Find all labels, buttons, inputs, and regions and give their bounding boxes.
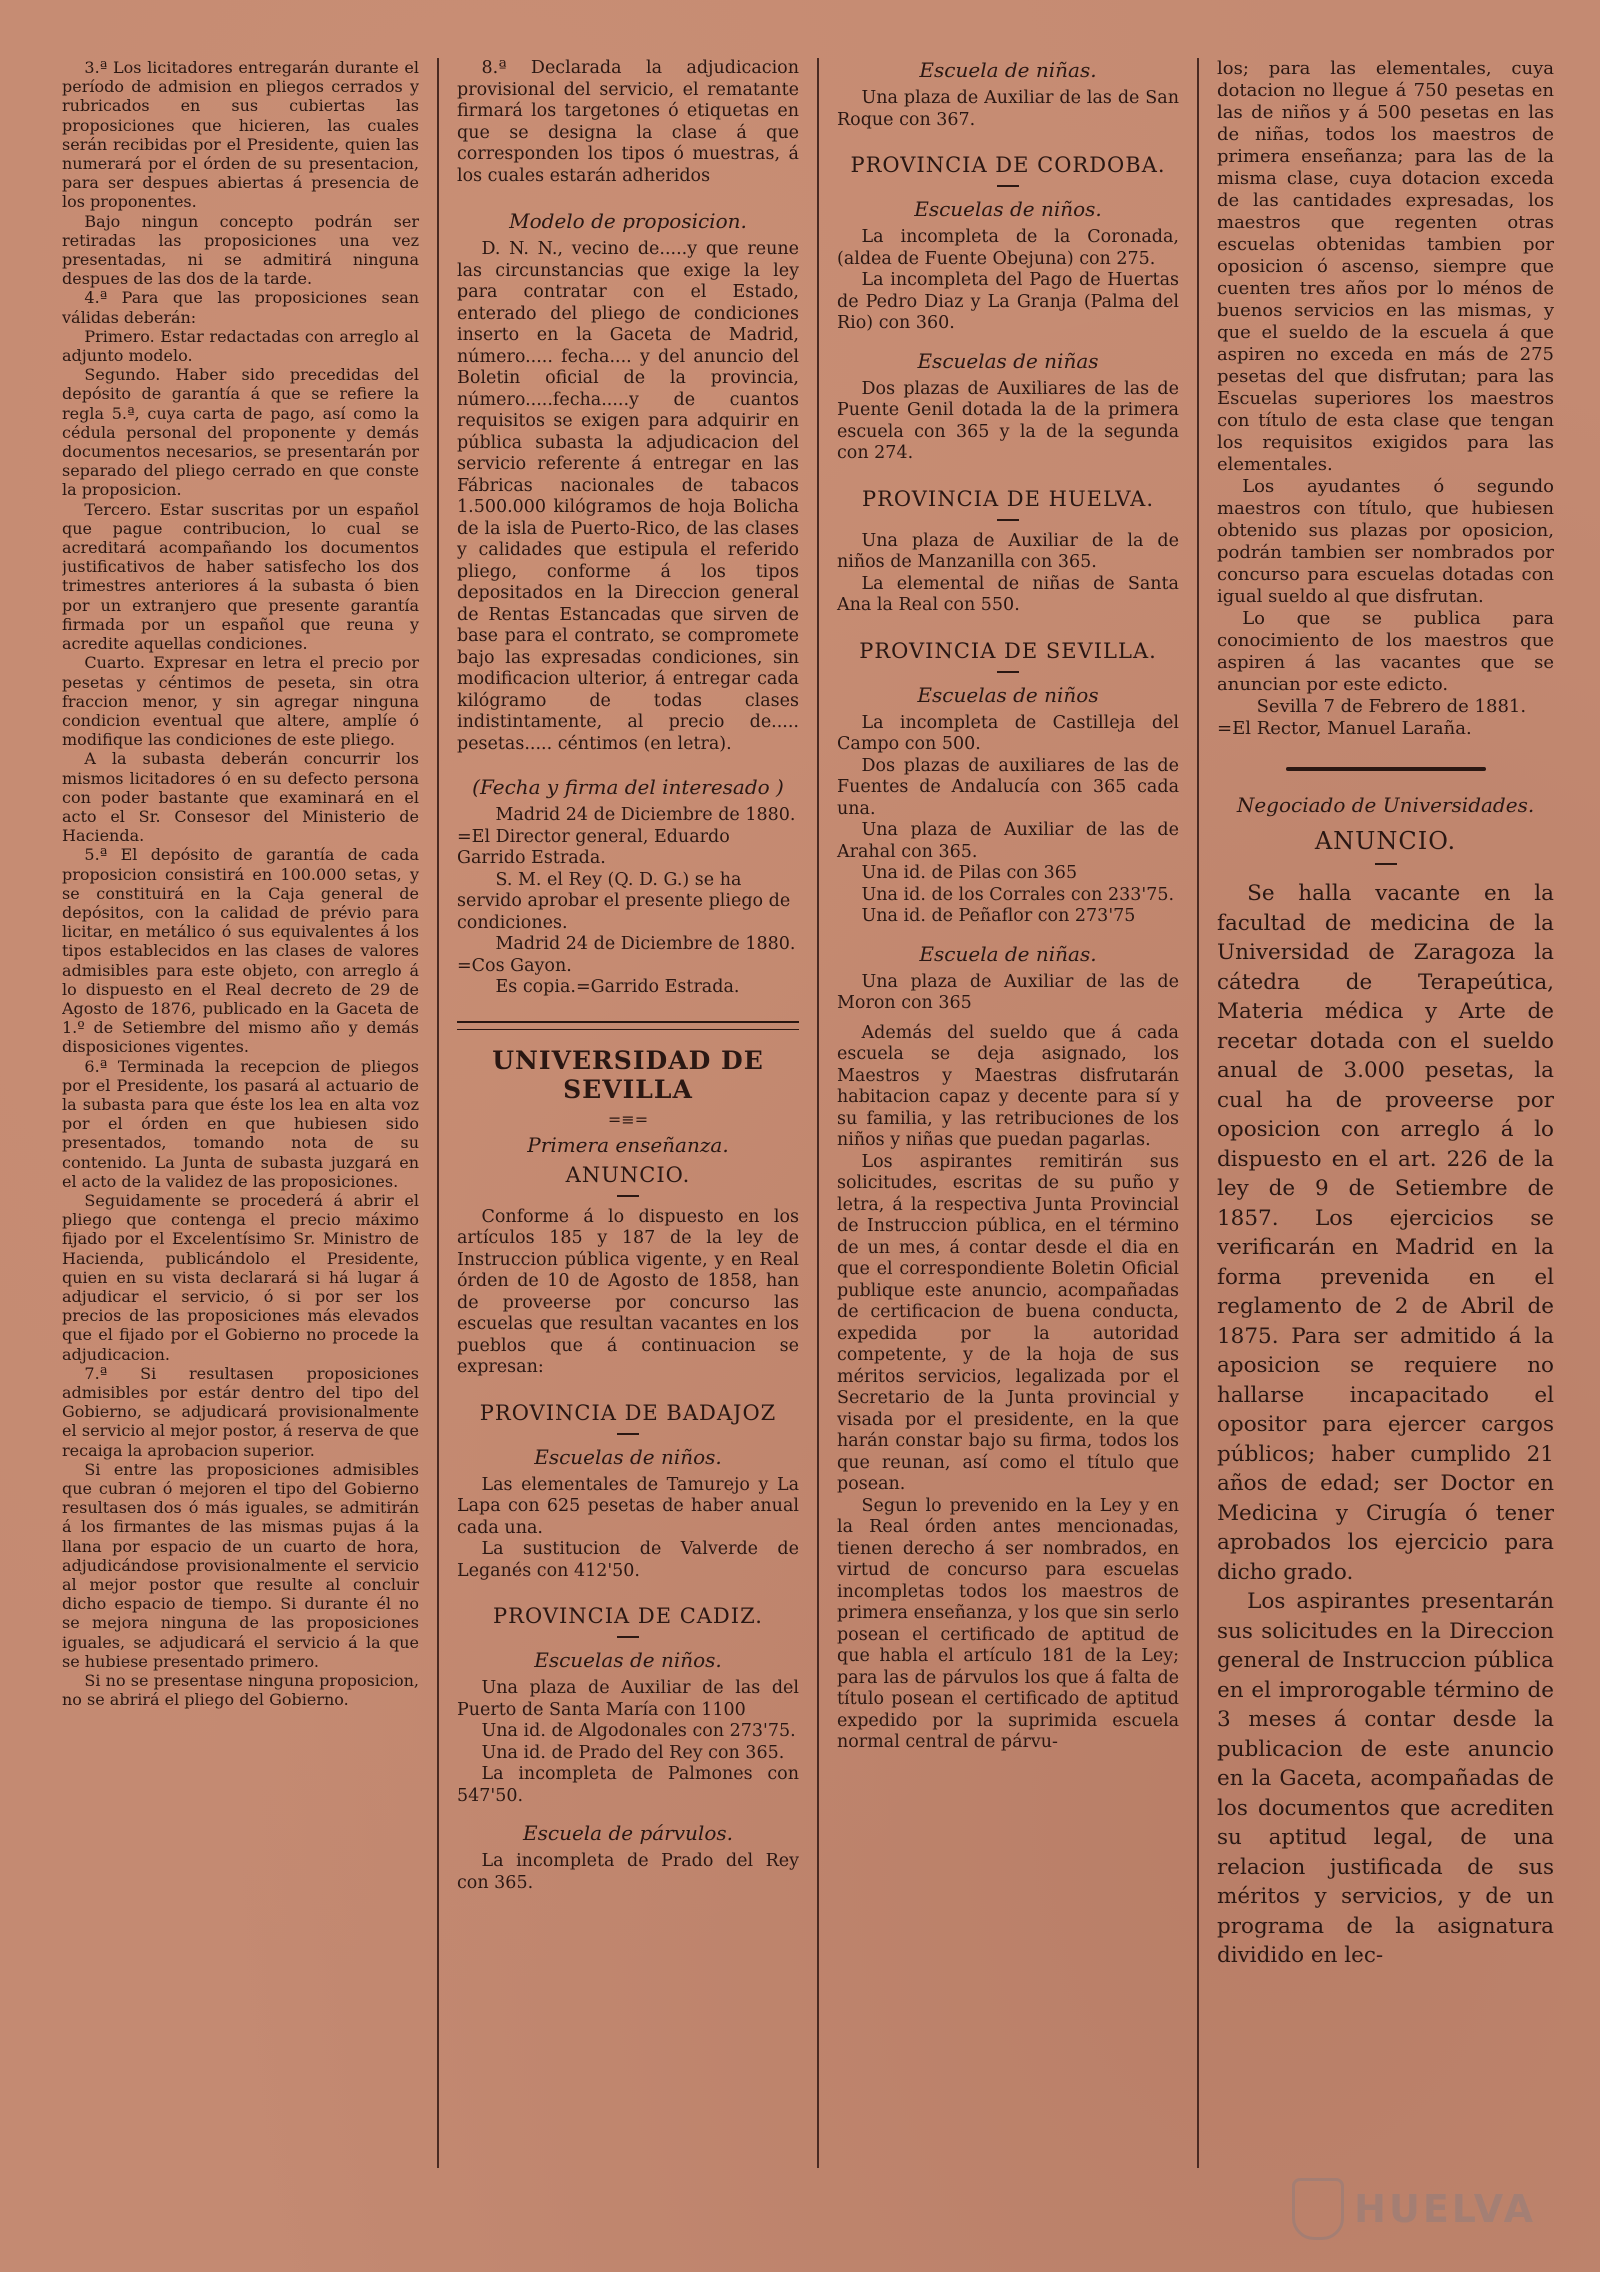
dash-divider — [617, 1636, 639, 1638]
ornament: =≡= — [607, 1109, 649, 1129]
paragraph: 3.ª Los licitadores entregarán durante el período de admision en pliegos cerrados y rubricados en sus cubiertas las proposiciones que hicieren, las cuales serán recibidas por el Presidente, quien las numerará por el órden de su presentacion, para ser despues abiertas á presencia de los proponentes. — [62, 58, 419, 212]
signature-line: Madrid 24 de Diciembre de 1880. =El Director general, Eduardo Garrido Estrada. — [457, 805, 796, 868]
listing: La incompleta de la Coronada, (aldea de Fuente Obejuna) con 275. — [837, 227, 1179, 269]
listing: Una id. de Peñaflor con 273'75 — [861, 906, 1136, 926]
school-type: Escuelas de niños. — [534, 1444, 722, 1469]
listing: La elemental de niñas de Santa Ana la Real con 550. — [837, 573, 1179, 615]
listing: Una plaza de Auxiliar de las de Arahal con 365. — [837, 820, 1179, 862]
listing: Una plaza de Auxiliar de la de niños de Manzanilla con 365. — [837, 530, 1179, 572]
ornament-divider — [1217, 756, 1554, 775]
paragraph: Los aspirantes remitirán sus solicitudes, escritas de su puño y letra, á la respectiva Junta Provincial de Instruccion pública, en el término de un mes, á contar desde el dia en que el correspondiente Boletin Oficial publique este anuncio, acompañadas de certificacion de buena conducta, expedida por la autoridad competente, y de la hoja de sus méritos servicios, legalizada por el Secretario de la Junta provincial y visada por el presidente, en la que harán constar bajo su firma, todos los que reunan, así como el título que posean. — [837, 1151, 1179, 1494]
paragraph: 4.ª Para que las proposiciones sean válidas deberán: — [62, 288, 419, 327]
listing: Dos plazas de Auxiliares de las de Puente Genil dotada la de la primera escuela con 365 y la de la segunda con 274. — [837, 378, 1179, 463]
paragraph: D. N. N., vecino de.....y que reune las circunstancias que exige la ley para contratar con el Estado, enterado del pliego de condiciones inserto en la Gaceta de Madrid, número..... fecha.... y del anuncio del Boletin oficial de la provincia, número.....fecha.....y de cuantos requisitos se exigen para adquirir en pública subasta la adjudicacion del servicio referente á entregar en las Fábricas nacionales de tabacos 1.500.000 kilógramos de hoja Bolicha de la isla de Puerto-Rico, de las clases y calidades que estipula el referido pliego, conforme á los tipos depositados en la Direccion general de Rentas Estancadas que sirven de base para el contrato, se compromete bajo las expresadas condiciones, sin modificacion ulterior, á entregar cada kilógramo de todas clases indistintamente, al precio de..... pesetas..... céntimos (en letra). — [457, 239, 799, 754]
paragraph: Seguidamente se procederá á abrir el pliego que contenga el precio máximo fijado por el Excelentísimo Sr. Ministro de Hacienda, publicándolo el Presidente, quien en su vista declarará si há lugar á adjudicar el servicio, ó si por ser los precios de las proposiciones más elevados que el fijado por el Gobierno no procede la adjudicacion. — [62, 1190, 419, 1364]
dash-divider — [1375, 863, 1397, 865]
paragraph: 7.ª Si resultasen proposiciones admisibles por estár dentro del tipo del Gobierno, se adjudicará provisionalmente el servicio al mejor postor, á reserva de que recaiga la aprobacion superior. — [62, 1363, 419, 1460]
paragraph: Lo que se publica para conocimiento de los maestros que aspiren á las vacantes que se anuncian por este edicto. — [1217, 608, 1554, 695]
school-type: Escuela de niñas. — [919, 941, 1097, 966]
paragraph: los; para las elementales, cuya dotacion no llegue á 750 pesetas en las de niños y á 500 pesetas en las de niñas, todos los maestros de primera enseñanza; para las de la misma clase, cuya dotacion exceda de las cantidades expresadas, los maestros que regenten otras escuelas obtenidas tambien por oposicion ó ascenso, siempre que cuenten tres años por lo ménos de buenos servicios en las mismas, y que el sueldo de la escuela á que aspiren no exceda en más de 275 pesetas del que disfrutan; para las Escuelas superiores los maestros con título de esta clase que tengan los requisitos exigidos para las elementales. — [1217, 58, 1554, 475]
listing: Una id. de Algodonales con 273'75. — [481, 1721, 796, 1741]
paragraph: Los aspirantes presentarán sus solicitudes en la Direccion general de Instruccion pública en el improrogable término de 3 meses á contar desde la publicacion de este anuncio en la Gaceta, acompañadas de los documentos que acrediten su aptitud legal, de una relacion justificada de sus méritos y servicios, y de un programa de la asignatura dividido en lec- — [1217, 1589, 1554, 1968]
archive-watermark — [1292, 2178, 1536, 2240]
paragraph: Los ayudantes ó segundo maestros con título, que hubiesen obtenido sus plazas por oposicion, podrán tambien ser nombrados por concurso para escuelas dotadas con igual sueldo al que disfrutan. — [1217, 476, 1554, 607]
section-title: (Fecha y firma del interesado ) — [472, 775, 784, 799]
school-type: Escuelas de niños. — [534, 1648, 722, 1672]
signature-line: Es copia.=Garrido Estrada. — [495, 977, 740, 997]
dash-divider — [997, 519, 1019, 521]
paragraph: Segundo. Haber sido precedidas del depósito de garantía á que se refiere la regla 5.ª, cuya carta de pago, así como la cédula personal del proponente y demás documentos necesarios, se presentarán por separado del pliego cerrado en que conste la proposicion. — [62, 365, 419, 500]
section-title: Negociado de Universidades. — [1236, 793, 1535, 817]
listing: Dos plazas de auxiliares de las de Fuentes de Andalucía con 365 cada una. — [837, 755, 1179, 819]
paragraph: Primero. Estar redactadas con arreglo al adjunto modelo. — [62, 326, 419, 366]
school-type: Escuelas de niños. — [914, 197, 1102, 221]
signature-line: Madrid 24 de Diciembre de 1880. =Cos Gayon. — [457, 934, 796, 976]
listing: Una id. de Prado del Rey con 365. — [481, 1742, 785, 1763]
listing: La sustitucion de Valverde de Leganés con 412'50. — [457, 1539, 799, 1581]
province-heading: PROVINCIA DE BADAJOZ — [479, 1400, 777, 1425]
province-heading: PROVINCIA DE CORDOBA. — [850, 153, 1166, 177]
province-heading: PROVINCIA DE CADIZ. — [493, 1604, 763, 1628]
section-heading: UNIVERSIDAD DE SEVILLA — [492, 1045, 764, 1104]
columns — [62, 58, 1554, 2168]
province-heading: PROVINCIA DE HUELVA. — [861, 486, 1155, 511]
paragraph: Bajo ningun concepto podrán ser retiradas las proposiciones una vez presentadas, ni se admitirá ninguna despues de las dos de la tarde. — [62, 211, 419, 289]
dash-divider — [617, 1433, 639, 1435]
paragraph: Si no se presentase ninguna proposicion, no se abrirá el pliego del Gobierno. — [62, 1671, 419, 1710]
announcement-title: ANUNCIO. — [565, 1162, 691, 1187]
paragraph: A la subasta deberán concurrir los mismos licitadores ó en su defecto persona con poder bastante que examinará en el acto el Sr. Consesor del Ministerio de Hacienda. — [62, 749, 419, 846]
paragraph: 8.ª Declarada la adjudicacion provisional del servicio, el rematante firmará los targetones ó etiquetas en que se designa la clase á que corresponden los tipos ó muestras, á los cuales estarán adheridos — [457, 58, 799, 186]
column-3 — [817, 58, 1197, 2168]
dash-divider — [617, 1195, 639, 1197]
column-2 — [437, 58, 817, 2168]
announcement-title: ANUNCIO. — [1314, 827, 1457, 855]
paragraph: Cuarto. Expresar en letra el precio por pesetas y céntimos de peseta, sin otra fraccion menor, y sin agregar ninguna condicion eventual que altere, amplíe ó modifique las condiciones de este pliego. — [62, 653, 419, 750]
paragraph: Se halla vacante en la facultad de medicina de la Universidad de Zaragoza la cátedra de Terapeútica, Materia médica y Arte de recetar dotada con el sueldo anual de 3.000 pesetas, la cual ha de proveerse por oposicion con arreglo á lo dispuesto en el art. 226 de la ley de 9 de Setiembre de 1857. Los ejercicios se verificarán en Madrid en la forma prevenida en el reglamento de 2 de Abril de 1875. Para ser admitido á la aposicion se requiere no hallarse incapacitado el opositor para ejercer cargos públicos; haber cumplido 21 años de edad; ser Doctor en Medicina y Cirugía ó tener aprobados los ejercicio para dicho grado. — [1217, 881, 1554, 1585]
watermark-text: HUELVA — [1354, 2187, 1536, 2231]
column-4 — [1197, 58, 1554, 2168]
paragraph: 6.ª Terminada la recepcion de pliegos por el Presidente, los pasará al actuario de la subasta para que éste los lea en alta voz por el órden en que hubiesen sido presentados, tomando nota de su contenido. La Junta de subasta juzgará en el acto de la validez de las proposiciones. — [62, 1056, 419, 1191]
school-type: Escuela de párvulos. — [523, 1821, 733, 1845]
paragraph: 5.ª El depósito de garantía de cada proposicion consistirá en 100.000 setas, y se constituirá en la Caja general de depósitos, con la calidad de prévio para licitar, en metálico ó sus equivalentes á los tipos establecidos en las clases de valores admisibles para este objeto, con arreglo á lo dispuesto en el Real decreto de 29 de Agosto de 1876, publicado en la Gaceta de 1.º de Setiembre del mismo año y demás disposiciones vigentes. — [62, 845, 419, 1057]
paragraph: Además del sueldo que á cada escuela se deja asignado, los Maestros y Maestras disfrutarán habitacion capaz y decente para sí y su familia, y las retribuciones de los niños y niñas que puedan pagarlas. — [837, 1022, 1179, 1150]
listing: Una plaza de Auxiliar de las de Moron con 365 — [837, 971, 1179, 1013]
listing: Una plaza de Auxiliar de las de San Roque con 367. — [837, 88, 1179, 130]
section-title: Modelo de proposicion. — [509, 209, 747, 233]
listing: Una id. de los Corrales con 233'75. — [861, 884, 1175, 905]
paragraph: Conforme á lo dispuesto en los artículos 185 y 187 de la ley de Instruccion pública vigente, y en Real órden de 10 de Agosto de 1858, han de proveerse por concurso las escuelas que resultan vacantes en los pueblos que á continuacion se expresan: — [457, 1206, 799, 1377]
dash-divider — [997, 185, 1019, 187]
paragraph: Segun lo prevenido en la Ley y en la Real órden antes mencionadas, tienen derecho á ser nombrados, en virtud de concurso para escuelas incompletas todos los maestros de primera enseñanza, y los que sin serlo posean el certificado de aptitud de que habla el artículo 181 de la Ley; para las de párvulos los que á falta de título posean el certificado de aptitud expedido por la suprimida escuela normal central de párvu- — [837, 1495, 1179, 1752]
listing: La incompleta del Pago de Huertas de Pedro Diaz y La Granja (Palma del Rio) con 360. — [837, 270, 1179, 333]
section-divider — [457, 1021, 799, 1030]
archive-shield-icon — [1292, 2178, 1344, 2240]
school-type: Escuelas de niñas — [917, 348, 1099, 373]
school-type: Escuelas de niños — [917, 682, 1099, 707]
listing: Una id. de Pilas con 365 — [861, 863, 1078, 883]
paragraph: Si entre las proposiciones admisibles que cubran ó mejoren el tipo del Gobierno resultasen dos ó más iguales, se admitirán á los firmantes de las mismas pujas á la llana por espacio de un cuarto de hora, adjudicándose provisionalmente el servicio al mejor postor que resulte al concluir dicho espacio de tiempo. Si durante él no se mejora ninguna de las proposiciones iguales, se adjudicará el servicio á la que se hubiese presentado primero. — [62, 1459, 419, 1671]
school-type: Escuela de niñas. — [919, 58, 1097, 82]
paragraph: Tercero. Estar suscritas por un español que pague contribucion, lo cual se acreditará acompañando los documentos justificativos de haber satisfecho los dos trimestres anteriores á la subasta ó bien por un extranjero que presente garantía firmada por un español que reuna y acredite aquellas condiciones. — [62, 499, 419, 654]
dash-divider — [997, 671, 1019, 673]
subsection-title: Primera enseñanza. — [527, 1132, 729, 1157]
listing: La incompleta de Prado del Rey con 365. — [457, 1851, 799, 1893]
paragraph: S. M. el Rey (Q. D. G.) se ha servido aprobar el presente pliego de condiciones. — [457, 869, 791, 933]
listing: Una plaza de Auxiliar de las del Puerto de Santa María con 1100 — [457, 1678, 799, 1720]
listing: La incompleta de Castilleja del Campo con 500. — [837, 712, 1179, 754]
signature-line: Sevilla 7 de Febrero de 1881. =El Rector, Manuel Laraña. — [1217, 696, 1527, 739]
listing: La incompleta de Palmones con 547'50. — [457, 1764, 799, 1806]
province-heading: PROVINCIA DE SEVILLA. — [859, 638, 1157, 663]
listing: Las elementales de Tamurejo y La Lapa con 625 pesetas de haber anual cada una. — [457, 1474, 799, 1538]
column-1 — [62, 58, 437, 2168]
